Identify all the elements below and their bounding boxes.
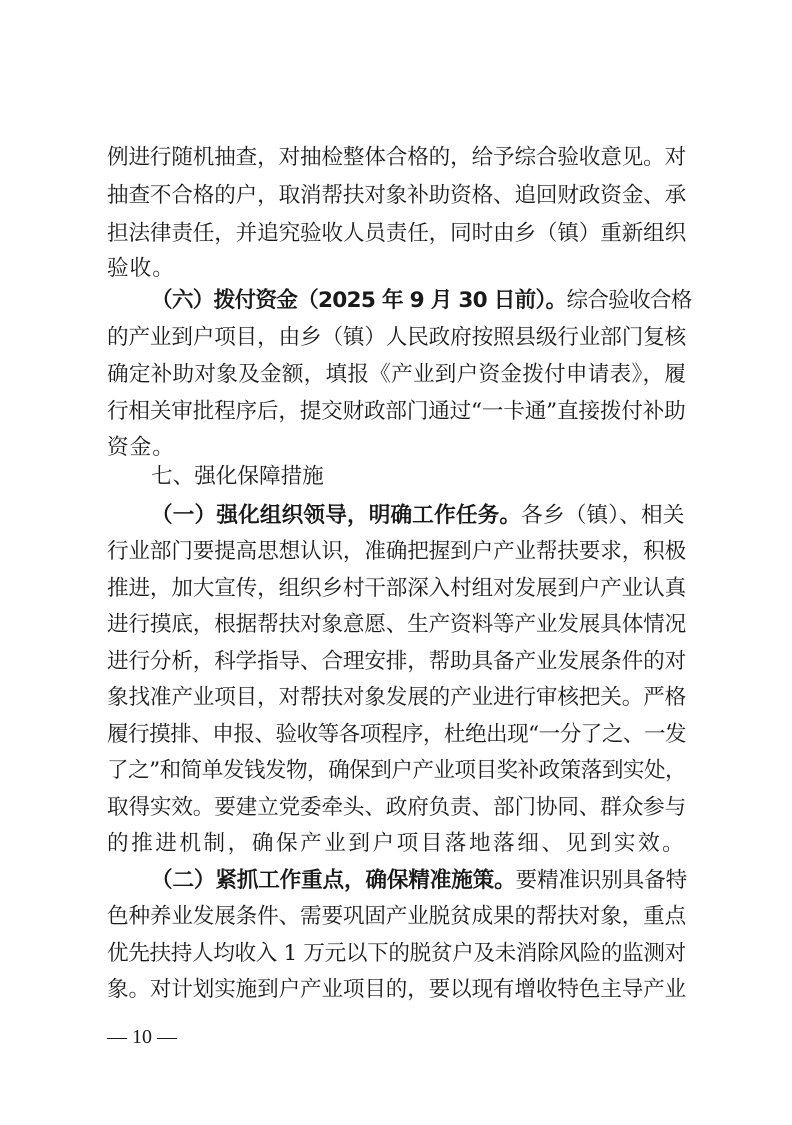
text-line: 行业部门要提高思想认识，准确把握到户产业帮扶要求，积极	[107, 539, 687, 564]
text-line: 优先扶持人均收入 1 万元以下的脱贫户及未消除风险的监测对	[107, 941, 686, 966]
text-line: 象找准产业项目，对帮扶对象发展的产业进行审核把关。严格	[107, 685, 687, 710]
text-line: 的推进机制，确保产业到户项目落地落细、见到实效。	[107, 831, 687, 856]
text-line: 抽查不合格的户，取消帮扶对象补助资格、追回财政资金、承	[107, 183, 687, 208]
text-line: 验收。	[107, 256, 175, 281]
text-line: 象。对计划实施到户产业项目的，要以现有增收特色主导产业	[107, 977, 687, 1002]
text-run: 要精准识别具备特	[515, 868, 688, 893]
text-run: 综合验收合格	[566, 288, 692, 313]
section-heading-one: （一）强化组织领导，明确工作任务。	[151, 503, 522, 528]
text-line: 进行分析，科学指导、合理安排，帮助具备产业发展条件的对	[107, 649, 687, 674]
text-line: 了之”和简单发钱发物，确保到户产业项目奖补政策落到实处，	[107, 758, 687, 783]
text-line: 例进行随机抽查，对抽检整体合格的，给予综合验收意见。对	[107, 145, 687, 170]
text-line: 行相关审批程序后，提交财政部门通过“一卡通”直接拨付补助	[107, 399, 686, 424]
text-line: 履行摸排、申报、验收等各项程序，杜绝出现“一分了之、一发	[107, 722, 687, 747]
section-heading-two: （二）紧抓工作重点，确保精准施策。	[151, 868, 516, 893]
text-line	[151, 865, 687, 897]
text-line	[151, 500, 685, 532]
section-heading-six: （六）拨付资金（2025 年 9 月 30 日前）。	[151, 288, 567, 313]
text-line: 取得实效。要建立党委牵头、政府负责、部门协同、群众参与	[107, 795, 687, 820]
text-line	[151, 285, 692, 317]
text-line: 资金。	[107, 435, 175, 460]
text-line: 色种养业发展条件、需要巩固产业脱贫成果的帮扶对象，重点	[107, 904, 687, 929]
text-line: 推进，加大宣传，组织乡村干部深入村组对发展到户产业认真	[107, 576, 687, 601]
text-line: 担法律责任，并追究验收人员责任，同时由乡（镇）重新组织	[107, 221, 687, 246]
text-line: 进行摸底，根据帮扶对象意愿、生产资料等产业发展具体情况	[107, 612, 687, 637]
page-number: — 10 —	[107, 1026, 177, 1048]
chapter-heading: 七、强化保障措施	[151, 464, 324, 489]
text-line: 的产业到户项目，由乡（镇）人民政府按照县级行业部门复核	[107, 325, 687, 350]
text-run: 各乡（镇）、相关	[521, 503, 685, 528]
text-line: 确定补助对象及金额，填报《产业到户资金拨付申请表》，履	[107, 362, 687, 387]
